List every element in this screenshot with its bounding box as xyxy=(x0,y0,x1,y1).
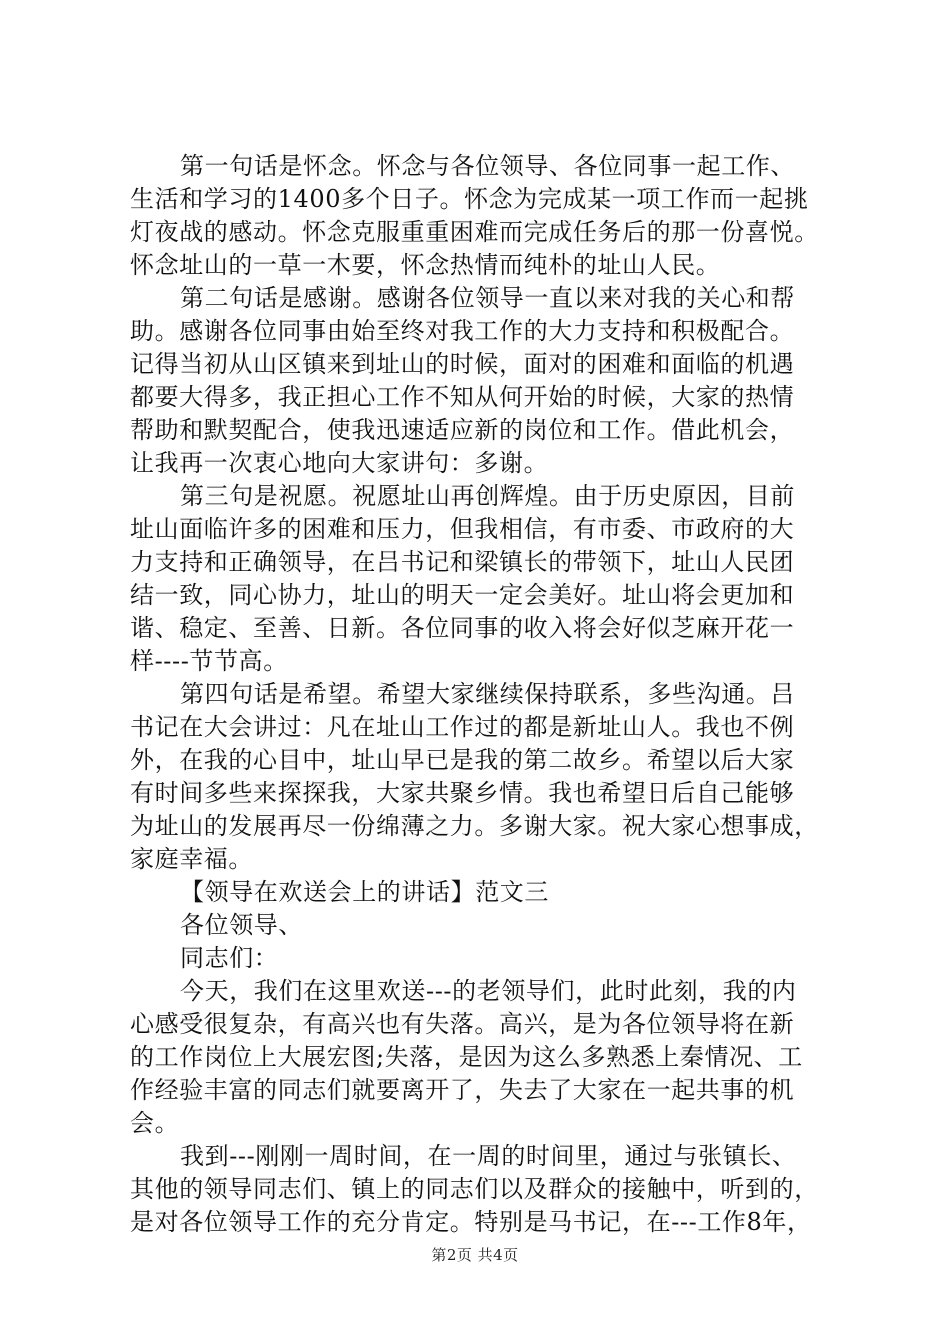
text-line: 生活和学习的1400多个日子。怀念为完成某一项工作而一起挑 xyxy=(130,185,809,213)
text-line: 【领导在欢送会上的讲话】范文三 xyxy=(180,878,549,906)
text-line: 是对各位领导工作的充分肯定。特别是马书记，在---工作8年， xyxy=(130,1208,812,1236)
text-line: 结一致，同心协力，址山的明天一定会美好。址山将会更加和 xyxy=(130,581,795,609)
text-line: 助。感谢各位同事由始至终对我工作的大力支持和积极配合。 xyxy=(130,317,795,345)
text-line: 第二句话是感谢。感谢各位领导一直以来对我的关心和帮 xyxy=(180,284,795,312)
text-line: 书记在大会讲过：凡在址山工作过的都是新址山人。我也不例 xyxy=(130,713,795,741)
text-line: 第一句话是怀念。怀念与各位领导、各位同事一起工作、 xyxy=(180,152,795,180)
text-line: 心感受很复杂，有高兴也有失落。高兴，是为各位领导将在新 xyxy=(130,1010,795,1038)
text-line: 让我再一次衷心地向大家讲句：多谢。 xyxy=(130,449,549,477)
text-line: 记得当初从山区镇来到址山的时候，面对的困难和面临的机遇 xyxy=(130,350,795,378)
document-body xyxy=(130,150,830,1239)
text-line: 址山面临许多的困难和压力，但我相信，有市委、市政府的大 xyxy=(130,515,795,543)
text-line: 怀念址山的一草一木要，怀念热情而纯朴的址山人民。 xyxy=(130,251,721,279)
text-line: 第四句话是希望。希望大家继续保持联系，多些沟通。吕 xyxy=(180,680,795,708)
text-line: 灯夜战的感动。怀念克服重重困难而完成任务后的那一份喜悦。 xyxy=(130,218,819,246)
text-line: 作经验丰富的同志们就要离开了，失去了大家在一起共事的机 xyxy=(130,1076,795,1104)
text-line: 为址山的发展再尽一份绵薄之力。多谢大家。祝大家心想事成， xyxy=(130,812,819,840)
text-line: 其他的领导同志们、镇上的同志们以及群众的接触中，听到的， xyxy=(130,1175,819,1203)
text-line: 有时间多些来探探我，大家共聚乡情。我也希望日后自己能够 xyxy=(130,779,795,807)
text-line: 家庭幸福。 xyxy=(130,845,253,873)
page-footer: 第2页 共4页 xyxy=(431,1246,519,1264)
text-line: 都要大得多，我正担心工作不知从何开始的时候，大家的热情 xyxy=(130,383,795,411)
text-line: 样----节节高。 xyxy=(130,647,288,675)
text-line: 的工作岗位上大展宏图;失落，是因为这么多熟悉上秦情况、工 xyxy=(130,1043,803,1071)
text-line: 谐、稳定、至善、日新。各位同事的收入将会好似芝麻开花一 xyxy=(130,614,795,642)
text-line: 帮助和默契配合，使我迅速适应新的岗位和工作。借此机会， xyxy=(130,416,795,444)
text-line: 今天，我们在这里欢送---的老领导们，此时此刻，我的内 xyxy=(180,977,797,1005)
text-line: 力支持和正确领导，在吕书记和梁镇长的带领下，址山人民团 xyxy=(130,548,795,576)
text-line: 会。 xyxy=(130,1109,180,1137)
text-line: 第三句是祝愿。祝愿址山再创辉煌。由于历史原因，目前 xyxy=(180,482,795,510)
text-line: 同志们： xyxy=(180,944,279,972)
text-line: 外，在我的心目中，址山早已是我的第二故乡。希望以后大家 xyxy=(130,746,795,774)
text-line: 各位领导、 xyxy=(180,911,303,939)
text-line: 我到---刚刚一周时间，在一周的时间里，通过与张镇长、 xyxy=(180,1142,797,1170)
